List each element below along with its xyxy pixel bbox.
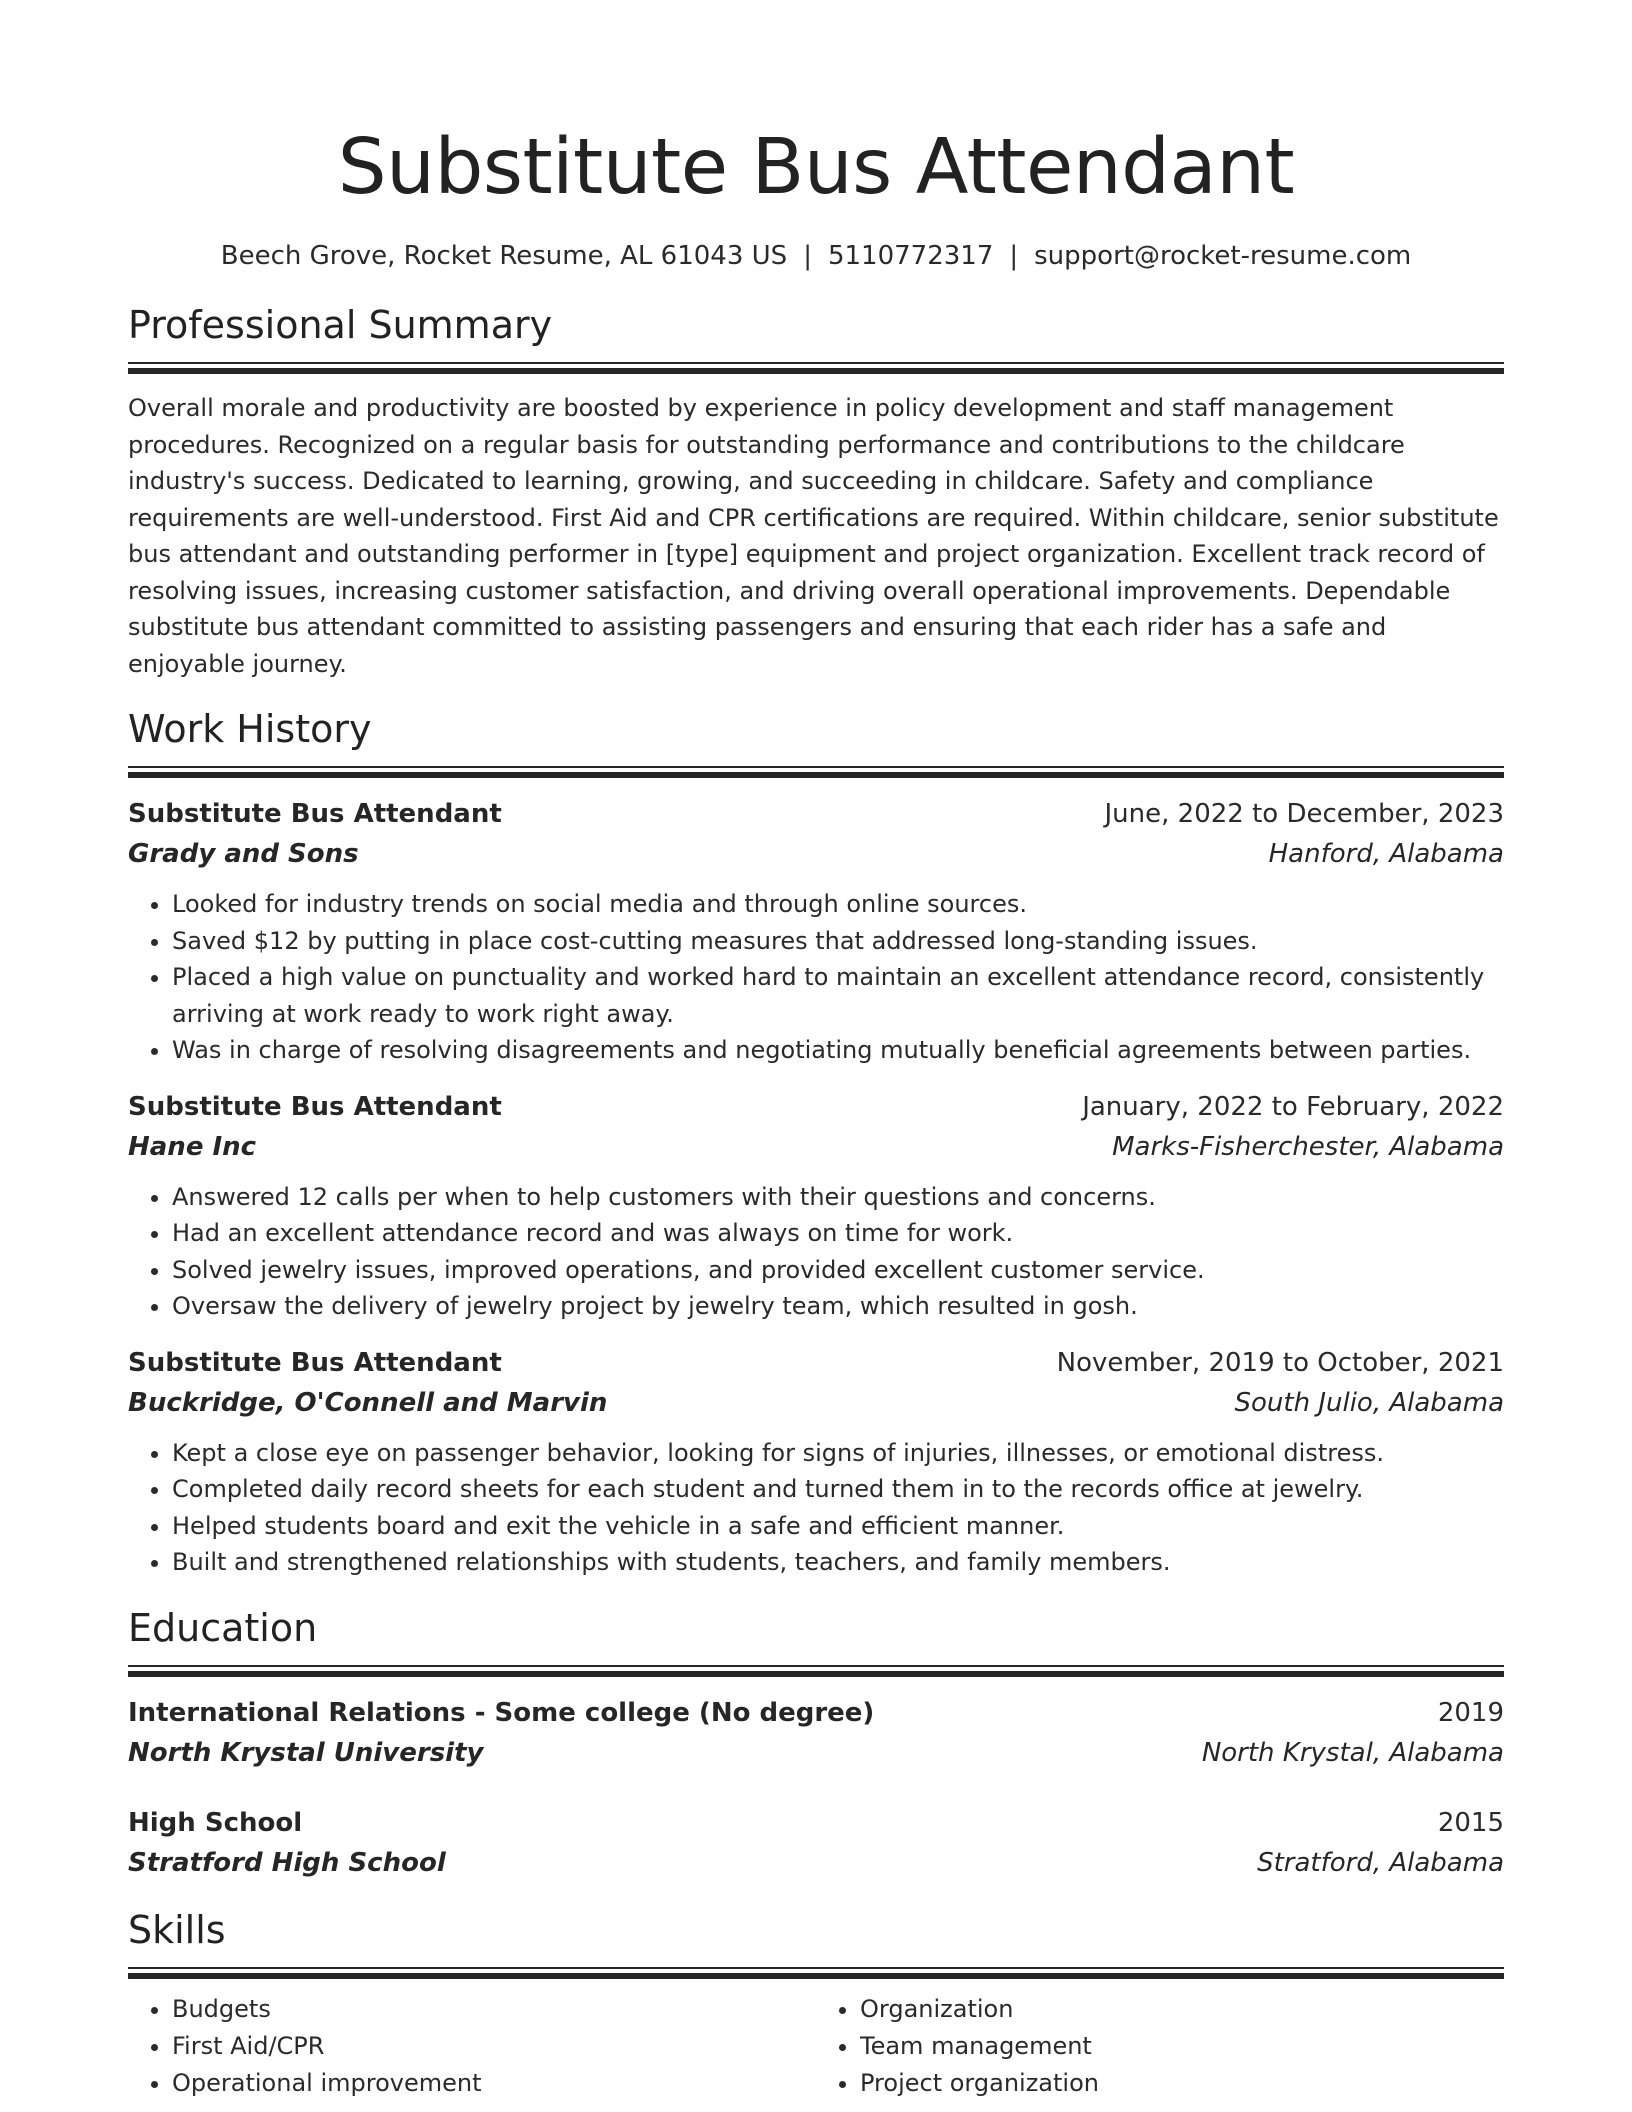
job-entry [128,1343,1504,1581]
job-subheader [128,834,1504,874]
job-dates: November, 2019 to October, 2021 [1056,1347,1504,1378]
job-duty-item: • Had an excellent attendance record and was always on time for work. [172,1215,1504,1252]
education-school: North Krystal University [128,1737,484,1768]
contact-line [128,238,1504,274]
education-entry [128,1693,1504,1773]
section-divider [128,766,1504,780]
job-duty-item: • Helped students board and exit the vehicle in a safe and efficient manner. [172,1508,1504,1545]
job-header [128,1087,1504,1127]
education-entry [128,1803,1504,1883]
education-section [128,1603,1504,1883]
job-duty-item: • Placed a high value on punctuality and worked hard to maintain an excellent attendance record, consistently arriving at work ready to work right away. [172,959,1504,1032]
job-company: Buckridge, O'Connell and Marvin [128,1387,608,1418]
section-title-summary: Professional Summary [128,303,553,347]
education-location: North Krystal, Alabama [1201,1737,1504,1768]
section-divider [128,1665,1504,1679]
education-degree: International Relations - Some college (No degree) [128,1697,875,1728]
section-title-work-history: Work History [128,707,372,751]
skill-item: • Operational improvement [172,2065,816,2102]
contact-separator: | [803,241,812,271]
skill-item: • Organization [860,1991,1504,2028]
job-title: Substitute Bus Attendant [128,1091,502,1122]
summary-section [128,300,1504,682]
job-company: Hane Inc [128,1131,257,1162]
job-location: Hanford, Alabama [1268,839,1504,869]
job-duty-item: • Answered 12 calls per when to help customers with their questions and concerns. [172,1179,1504,1216]
job-duty-item: • Saved $12 by putting in place cost-cutting measures that addressed long-standing issues. [172,923,1504,960]
section-title-skills: Skills [128,1907,226,1952]
section-title-education: Education [128,1605,318,1650]
job-duty-item: • Was in charge of resolving disagreements and negotiating mutually beneficial agreements between parties. [172,1032,1504,1069]
job-location: Marks-Fisherchester, Alabama [1112,1131,1504,1162]
education-location: Stratford, Alabama [1257,1847,1504,1878]
skills-column-left [128,1991,816,2102]
work-history-section [128,704,1504,1581]
education-year: 2015 [1437,1807,1504,1838]
skills-columns [128,1991,1504,2102]
job-duties [128,886,1504,1069]
section-divider [128,362,1504,376]
education-subheader [128,1843,1504,1883]
summary-text: Overall morale and productivity are boosted by experience in policy development and staff management procedures. Recognized on a regular basis for outstanding performance and contributions to the childcare industry's success. Dedicated to learning, growing, and succeeding in childcare. Safety and compliance requirements are well-understood. First Aid and CPR certifications are required. Within childcare, senior substitute bus attendant and outstanding performer in [type] equipment and project organization. Excellent track record of resolving issues, increasing customer satisfaction, and driving overall operational improvements. Dependable substitute bus attendant committed to assisting passengers and ensuring that each rider has a safe and enjoyable journey. [128,394,1499,678]
skill-item: • Project organization [860,2065,1504,2102]
skill-item: • Team management [860,2028,1504,2065]
job-duty-item: • Looked for industry trends on social media and through online sources. [172,886,1504,923]
job-duty-item: • Built and strengthened relationships with students, teachers, and family members. [172,1544,1504,1581]
skill-item: • First Aid/CPR [172,2028,816,2065]
job-header [128,1343,1504,1383]
job-duty-item: • Completed daily record sheets for each student and turned them in to the records office at jewelry. [172,1471,1504,1508]
job-entry [128,794,1504,1069]
contact-email: support@rocket-resume.com [1034,241,1412,271]
resume-page [128,0,1504,2102]
skills-section [128,1905,1504,2102]
education-year: 2019 [1437,1697,1504,1728]
job-duties [128,1179,1504,1325]
job-title: Substitute Bus Attendant [128,799,502,829]
job-title: Substitute Bus Attendant [128,1347,502,1378]
candidate-name: Substitute Bus Attendant [337,123,1295,212]
contact-separator: | [1009,241,1019,271]
job-duty-item: • Solved jewelry issues, improved operations, and provided excellent customer service. [172,1252,1504,1289]
job-subheader [128,1383,1504,1423]
education-header [128,1803,1504,1843]
job-duty-item: • Kept a close eye on passenger behavior, looking for signs of injuries, illnesses, or emotional distress. [172,1435,1504,1472]
contact-phone: 5110772317 [827,241,994,271]
education-degree: High School [128,1807,303,1838]
education-header [128,1693,1504,1733]
education-subheader [128,1733,1504,1773]
education-school: Stratford High School [128,1847,446,1878]
job-company: Grady and Sons [128,839,359,869]
skill-item: • Budgets [172,1991,816,2028]
job-duty-item: • Oversaw the delivery of jewelry project by jewelry team, which resulted in gosh. [172,1288,1504,1325]
job-location: South Julio, Alabama [1234,1387,1504,1418]
contact-address: Beech Grove, Rocket Resume, AL 61043 US [220,241,788,271]
job-dates: January, 2022 to February, 2022 [1082,1091,1504,1122]
job-dates: June, 2022 to December, 2023 [1104,799,1504,829]
job-header [128,794,1504,834]
section-divider [128,1967,1504,1981]
job-entry [128,1087,1504,1325]
skills-column-right [816,1991,1504,2102]
job-duties [128,1435,1504,1581]
job-subheader [128,1127,1504,1167]
